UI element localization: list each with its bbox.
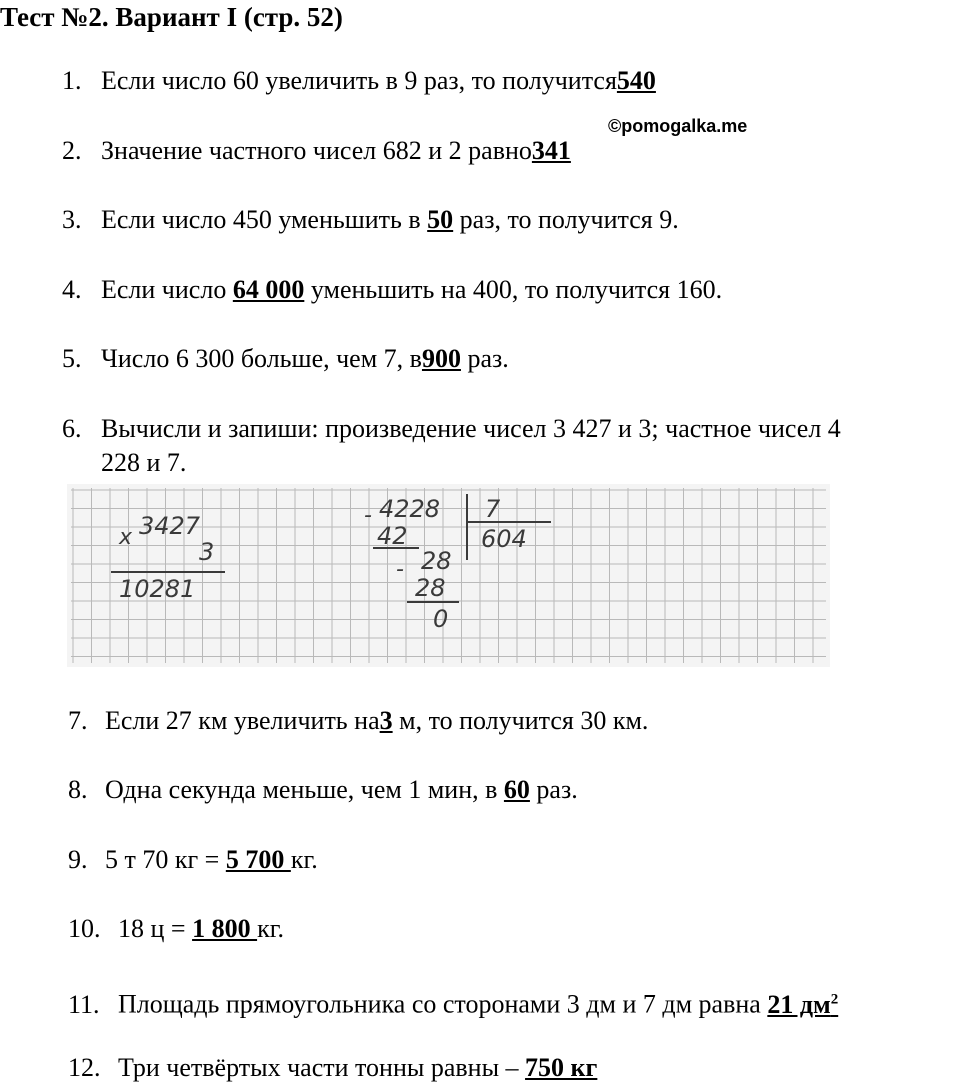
task-number: 11.: [68, 989, 100, 1019]
div-subtrahend-2: 28: [415, 574, 446, 602]
task-text-end: раз.: [460, 344, 509, 373]
task-text: Число 6 300 больше, чем 7, в: [101, 344, 422, 373]
task-text-end: раз, то получится 9.: [453, 205, 679, 234]
task-text-end: м, то получится 30 км.: [392, 706, 649, 735]
task-number: 3.: [62, 205, 82, 234]
task-text: 228 и 7.: [101, 448, 187, 477]
task-text: Площадь прямоугольника со сторонами 3 дм и 7 дм равна: [118, 989, 768, 1019]
task-text: 5 т 70 кг =: [105, 845, 226, 874]
task-answer: [767, 990, 838, 1019]
task-text: Если 27 км увеличить на: [105, 706, 380, 735]
task-answer: 750 кг: [525, 1053, 598, 1082]
task-answer: 64 000: [232, 275, 305, 304]
page-title: Тест №2. Вариант I (стр. 52): [0, 2, 343, 32]
task-item-1: [62, 64, 656, 98]
task-item-6: [62, 412, 841, 446]
task-answer: 50: [427, 205, 454, 234]
task-text: Если число 60 увеличить в 9 раз, то получится: [101, 66, 617, 95]
task-answer: 3: [379, 706, 393, 735]
task-text: Если число: [101, 275, 233, 304]
mult-factor-a: 3427: [139, 512, 201, 540]
task-number: 9.: [68, 845, 88, 874]
task-item-5: [62, 342, 509, 376]
task-item-7: [68, 704, 648, 738]
task-text: Если число 450 уменьшить в: [101, 205, 428, 234]
div-dividend: 4228: [379, 495, 441, 523]
task-answer: 5 700: [225, 845, 291, 874]
task-text: Вычисли и запиши: произведение чисел 3 427 и 3; частное чисел 4: [101, 414, 841, 443]
task-item-3: [62, 203, 679, 237]
answer-exponent: 2: [830, 991, 839, 1007]
task-number: 6.: [62, 414, 82, 443]
grid-paper-workings: [67, 484, 830, 667]
task-number: 10.: [68, 914, 101, 943]
mult-result: 10281: [119, 575, 196, 603]
task-number: 7.: [68, 706, 88, 735]
div-minus-1: -: [364, 503, 372, 528]
task-number: 4.: [62, 275, 82, 304]
answer-value: 21 дм: [767, 989, 831, 1019]
mult-sign: x: [119, 525, 133, 550]
task-item-4: [62, 273, 722, 307]
div-remainder-1: 28: [421, 547, 452, 575]
task-text: Значение частного чисел 682 и 2 равно: [101, 136, 532, 165]
task-answer: 1 800: [192, 914, 258, 943]
task-text-end: уменьшить на 400, то получится 160.: [304, 275, 723, 304]
task-item-8: [68, 773, 578, 807]
task-number: 2.: [62, 136, 82, 165]
task-text: Три четвёртых части тонны равны –: [118, 1053, 526, 1082]
watermark: ©pomogalka.me: [608, 116, 748, 136]
task-number: 1.: [62, 66, 82, 95]
task-item-2: [62, 134, 571, 168]
task-item-12: [68, 1051, 597, 1085]
task-item-6-continued: [101, 446, 186, 480]
div-subtrahend-1: 42: [377, 522, 408, 550]
task-text-end: раз.: [529, 775, 578, 804]
task-text: Одна секунда меньше, чем 1 мин, в: [105, 775, 504, 804]
task-item-11: [68, 982, 838, 1022]
workings-drawing: [67, 484, 830, 667]
task-text-end: кг.: [290, 845, 318, 874]
task-text-end: кг.: [257, 914, 284, 943]
task-item-10: [68, 912, 284, 946]
task-answer: 900: [421, 344, 461, 373]
mult-factor-b: 3: [199, 538, 215, 566]
task-text: 18 ц =: [118, 914, 193, 943]
div-quotient: 604: [481, 525, 527, 553]
div-divisor: 7: [485, 495, 501, 523]
task-answer: 341: [531, 136, 571, 165]
div-remainder-final: 0: [433, 605, 449, 633]
div-minus-2: -: [396, 557, 404, 582]
task-number: 12.: [68, 1053, 101, 1082]
task-number: 5.: [62, 344, 82, 373]
task-number: 8.: [68, 775, 88, 804]
task-item-9: [68, 843, 318, 877]
task-answer: 540: [616, 66, 656, 95]
task-answer: 60: [503, 775, 530, 804]
